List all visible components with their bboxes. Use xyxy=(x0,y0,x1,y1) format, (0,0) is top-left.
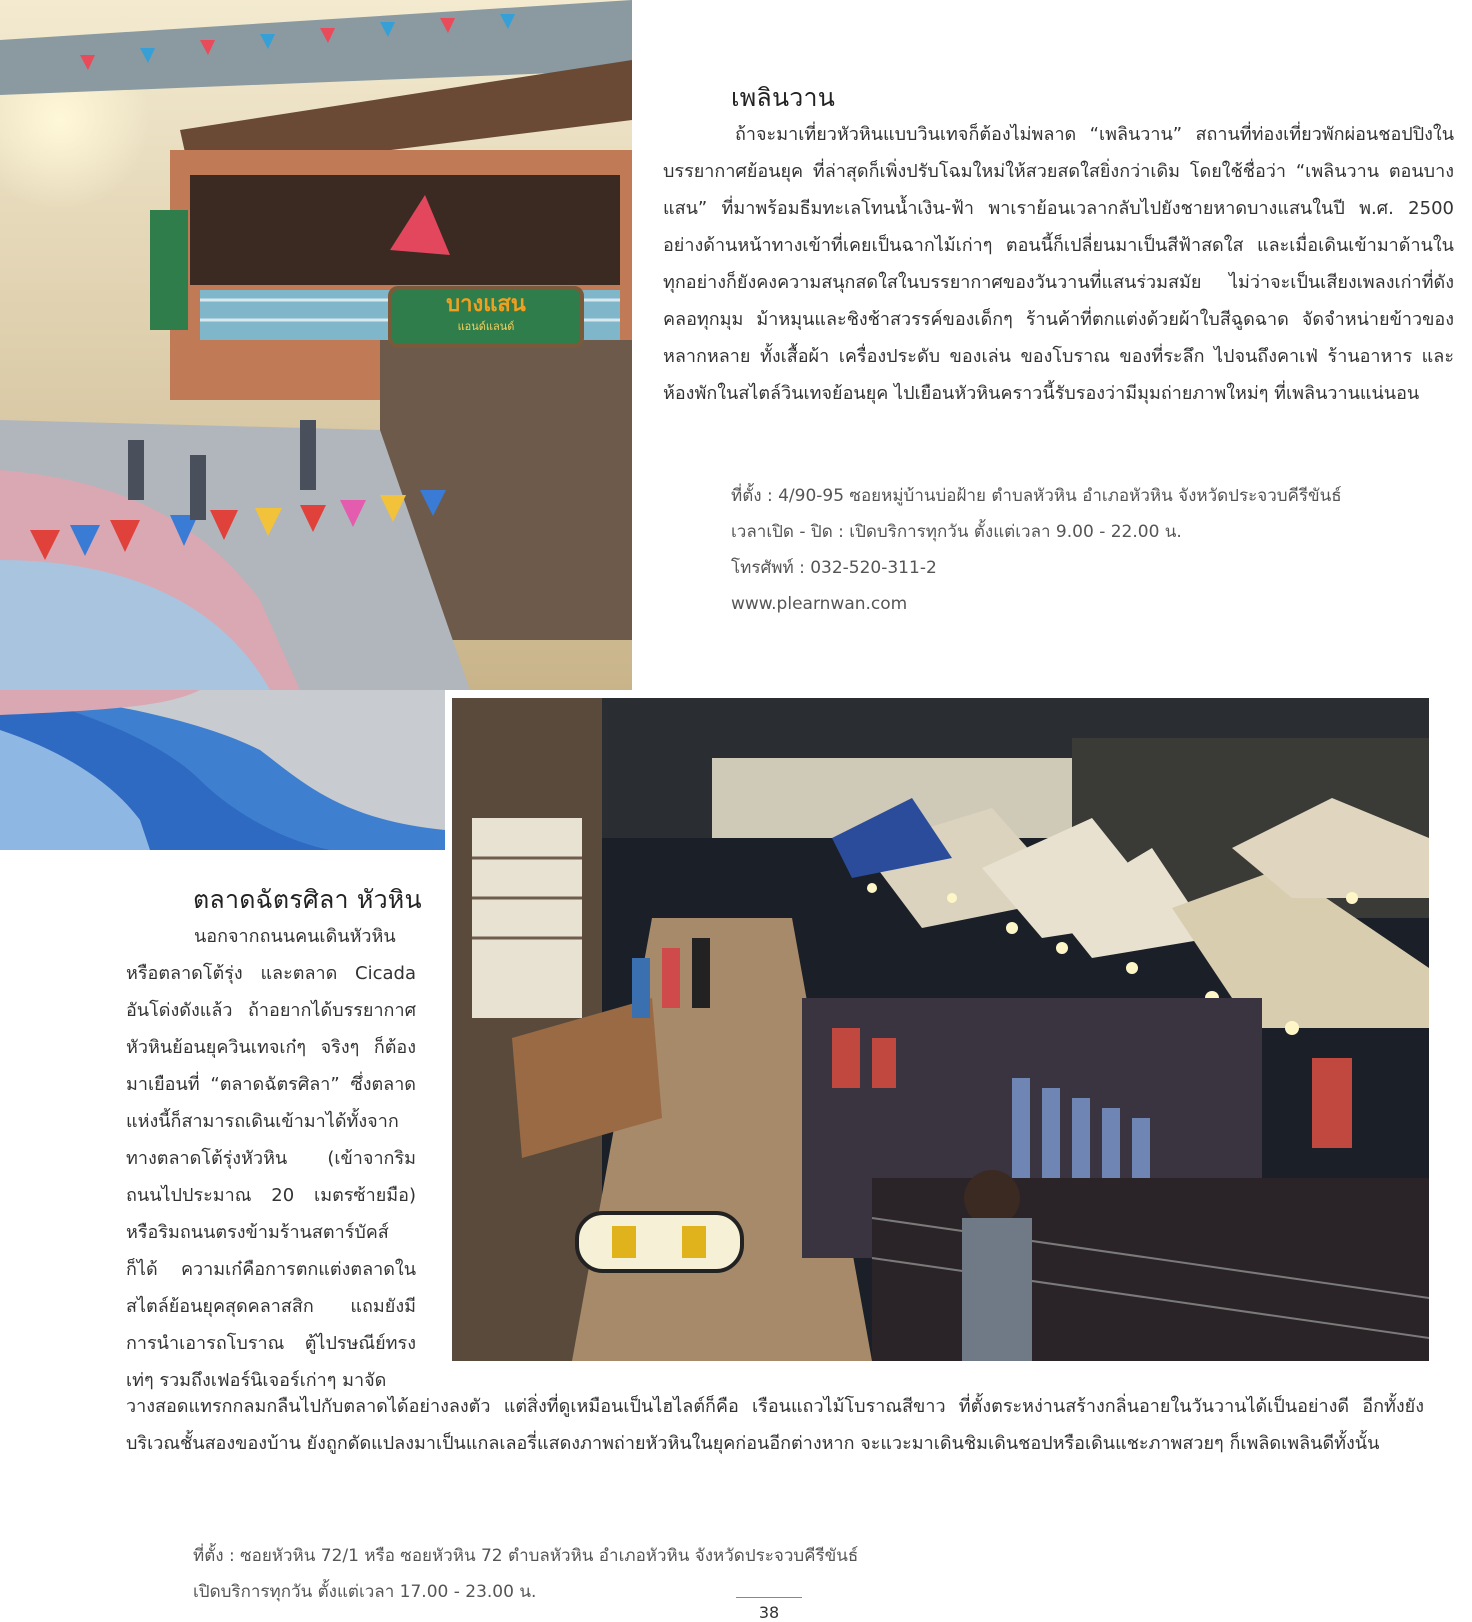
plearnwan-title: เพลินวาน xyxy=(731,83,836,112)
plearnwan-photo-pavement xyxy=(0,690,445,850)
chatsila-market-photo xyxy=(452,698,1429,1361)
chatsila-body-text: นอกจากถนนคนเดินหัวหินหรือตลาดโต้รุ่ง และตลาด Cicada อันโด่งดังแล้ว ถ้าอยากได้บรรยากาศหัวหินย้อนยุควินเทจเก๋ๆ จริงๆ ก็ต้องมาเยือนที่ “ตลาดฉัตรศิลา” ซึ่งตลาดแห่งนี้ก็สามารถเดินเข้ามาได้ทั้งจากทางตลาดโต้รุ่งหัวหิน (เข้าจากริมถนนไปประมาณ 20 เมตรซ้ายมือ) หรือริมถนนตรงข้ามร้านสตาร์บัคส์ก็ได้ ความเก๋คือการตกแต่งตลาดในสไตล์ย้อนยุคสุดคลาสสิก แถมยังมีการนำเอารถโบราณ ตู้ไปรษณีย์ทรงเท่ๆ รวมถึงเฟอร์นิเจอร์เก่าๆ มาจัด xyxy=(126,926,416,1391)
plearnwan-body-text: ถ้าจะมาเที่ยวหัวหินแบบวินเทจก็ต้องไม่พลาด “เพลินวาน” สถานที่ท่องเที่ยวพักผ่อนชอปปิงในบรรยากาศย้อนยุค ที่ล่าสุดก็เพิ่งปรับโฉมใหม่ให้สวยสดใสยิ่งกว่าเดิม โดยใช้ชื่อว่า “เพลินวาน ตอนบางแสน” ที่มาพร้อมธีมทะเลโทนน้ำเงิน-ฟ้า พาเราย้อนเวลากลับไปยังชายหาดบางแสนในปี พ.ศ. 2500 อย่างด้านหน้าทางเข้าที่เคยเป็นฉากไม้เก่าๆ ตอนนี้ก็เปลี่ยนมาเป็นสีฟ้าสดใส และเมื่อเดินเข้ามาด้านในทุกอย่างก็ยังคงความสนุกสดใสในบรรยากาศของวันวานที่แสนร่วมสมัย ไม่ว่าจะเป็นเสียงเพลงเก่าที่ดังคลอทุกมุม ม้าหมุนและชิงช้าสวรรค์ของเด็กๆ ร้านค้าที่ตกแต่งด้วยผ้าใบสีฉูดฉาด จัดจำหน่ายข้าวของหลากหลาย ทั้งเสื้อผ้า เครื่องประดับ ของเล่น ของโบราณ ของที่ระลึก ไปจนถึงคาเฟ่ ร้านอาหาร และห้องพักในสไตล์วินเทจย้อนยุค ไปเยือนหัวหินคราวนี้รับรองว่ามีมุมถ่ายภาพใหม่ๆ ที่เพลินวานแน่นอน xyxy=(663,124,1454,404)
bangsaen-sign xyxy=(388,286,584,348)
chatsila-location: ที่ตั้ง : ซอยหัวหิน 72/1 หรือ ซอยหัวหิน 72 ตำบลหัวหิน อำเภอหัวหิน จังหวัดประจวบคีรีขันธ์ xyxy=(193,1546,859,1566)
plearnwan-website-link[interactable]: www.plearnwan.com xyxy=(731,594,908,614)
plearnwan-photo xyxy=(0,0,632,690)
bangsaen-sign-subtext: แอนด์แลนด์ xyxy=(457,320,515,333)
plearnwan-info-block xyxy=(731,478,1342,622)
page-number-rule xyxy=(736,1597,802,1598)
chatsila-info-block xyxy=(193,1538,858,1610)
chatsila-hours: เปิดบริการทุกวัน ตั้งแต่เวลา 17.00 - 23.00 น. xyxy=(193,1582,537,1602)
plearnwan-hours: เวลาเปิด - ปิด : เปิดบริการทุกวัน ตั้งแต่เวลา 9.00 - 22.00 น. xyxy=(731,522,1182,542)
chatsila-body-text-continued: วางสอดแทรกกลมกลืนไปกับตลาดได้อย่างลงตัว แต่สิ่งที่ดูเหมือนเป็นไฮไลต์ก็คือ เรือนแถวไม้โบราณสีขาว ที่ตั้งตระหง่านสร้างกลิ่นอายในวันวานได้เป็นอย่างดี อีกทั้งยังบริเวณชั้นสองของบ้าน ยังถูกดัดแปลงมาเป็นแกลเลอรี่แสดงภาพถ่ายหัวหินในยุคก่อนอีกต่างหาก จะแวะมาเดินชิมเดินชอปหรือเดินแชะภาพสวยๆ ก็เพลิดเพลินดีทั้งนั้น xyxy=(126,1396,1424,1454)
plearnwan-location: ที่ตั้ง : 4/90-95 ซอยหมู่บ้านบ่อฝ้าย ตำบลหัวหิน อำเภอหัวหิน จังหวัดประจวบคีรีขันธ์ xyxy=(731,486,1342,506)
page-number: 38 xyxy=(758,1603,780,1622)
chatsila-title: ตลาดฉัตรศิลา หัวหิน xyxy=(193,885,422,914)
bangsaen-sign-text: บางแสน xyxy=(446,292,526,317)
plearnwan-phone: โทรศัพท์ : 032-520-311-2 xyxy=(731,558,937,578)
